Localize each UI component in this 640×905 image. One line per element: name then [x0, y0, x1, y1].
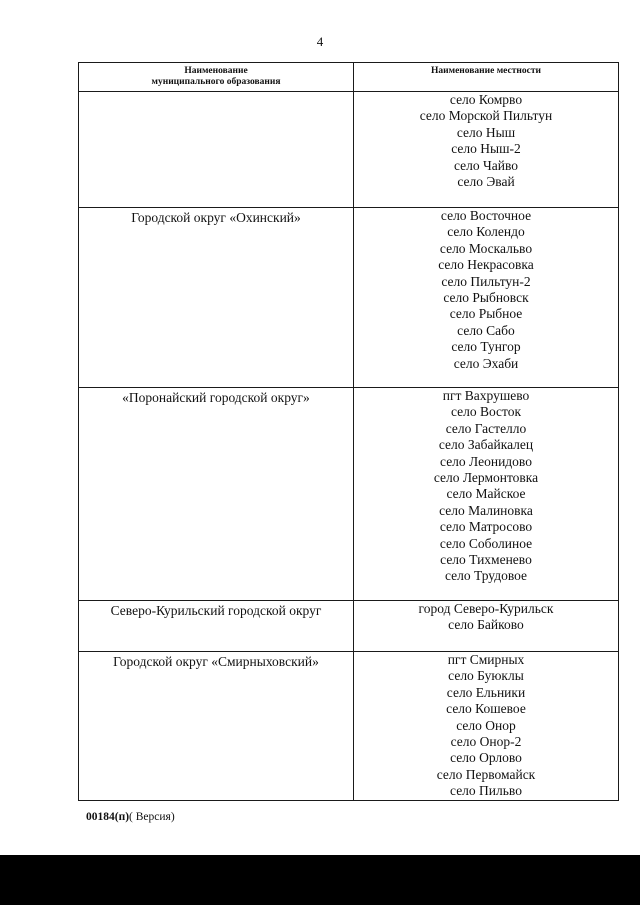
municipality-name: Городской округ «Смирныховский»	[79, 652, 354, 801]
locality-item: село Восток	[450, 404, 522, 420]
table-row	[79, 652, 619, 801]
locality-item: село Байково	[448, 617, 524, 633]
header-municipality-line-1: Наименование	[184, 66, 248, 76]
locality-list	[354, 652, 619, 801]
locality-list	[354, 92, 619, 208]
municipality-name: «Поронайский городской округ»	[79, 388, 354, 601]
locality-item: село Забайкалец	[438, 437, 534, 453]
locality-item: село Буюклы	[448, 668, 524, 684]
locality-item: село Чайво	[453, 157, 519, 173]
locality-item: село Ныш-2	[451, 141, 521, 157]
scan-bottom-band	[0, 855, 640, 905]
locality-item: село Ельники	[446, 684, 526, 700]
locality-item: село Онор	[456, 717, 516, 733]
table-header-row	[79, 63, 619, 92]
document-version: ( Версия)	[129, 811, 175, 823]
document-code: 00184(п)	[86, 811, 130, 823]
municipal-places-table	[78, 62, 619, 801]
locality-item: село Майское	[446, 486, 526, 502]
locality-item: село Пильво	[450, 783, 522, 799]
locality-item: село Колендо	[447, 224, 525, 240]
locality-item: село Гастелло	[445, 420, 527, 436]
locality-item: пгт Вахрушево	[442, 388, 530, 403]
locality-list	[354, 601, 619, 652]
table-row	[79, 601, 619, 652]
locality-item: село Орлово	[450, 750, 522, 766]
locality-item: село Трудовое	[444, 568, 528, 584]
locality-item: город Северо-Курильск	[418, 601, 554, 616]
table-row	[79, 208, 619, 388]
document-footer	[86, 811, 175, 823]
locality-item: пгт Смирных	[447, 652, 525, 667]
municipality-name	[79, 92, 354, 208]
header-locality-label: Наименование местности	[431, 66, 541, 76]
locality-item: село Комрво	[449, 92, 523, 107]
locality-item: село Матросово	[439, 519, 533, 535]
locality-item: село Восточное	[440, 208, 532, 223]
locality-item: село Эвай	[457, 174, 515, 190]
table-body	[79, 92, 619, 801]
header-locality	[354, 63, 619, 92]
locality-item: село Морской Пильтун	[419, 108, 553, 124]
locality-item: село Лермонтовка	[433, 470, 539, 486]
locality-item: село Тунгор	[451, 339, 521, 355]
locality-item: село Онор-2	[450, 734, 522, 750]
locality-item: село Кошевое	[446, 701, 526, 717]
table-row	[79, 388, 619, 601]
municipality-name: Северо-Курильский городской округ	[79, 601, 354, 652]
locality-item: село Малиновка	[439, 502, 533, 518]
locality-item: село Рыбновск	[443, 290, 529, 306]
header-municipality-line-2: муниципального образования	[151, 77, 281, 87]
locality-item: село Некрасовка	[438, 257, 534, 273]
locality-item: село Тихменево	[440, 552, 532, 568]
locality-item: село Соболиное	[439, 535, 533, 551]
locality-item: село Леонидово	[440, 453, 532, 469]
header-municipality	[79, 63, 354, 92]
locality-item: село Ныш	[456, 124, 516, 140]
locality-list	[354, 208, 619, 388]
table-row	[79, 92, 619, 208]
municipality-name: Городской округ «Охинский»	[79, 208, 354, 388]
locality-item: село Эхаби	[453, 355, 519, 371]
locality-item: село Первомайск	[436, 766, 536, 782]
locality-item: село Сабо	[457, 322, 515, 338]
page-number: 4	[316, 34, 324, 49]
locality-item: село Пильтун-2	[441, 273, 531, 289]
locality-list	[354, 388, 619, 601]
locality-item: село Рыбное	[449, 306, 523, 322]
locality-item: село Москальво	[439, 240, 533, 256]
